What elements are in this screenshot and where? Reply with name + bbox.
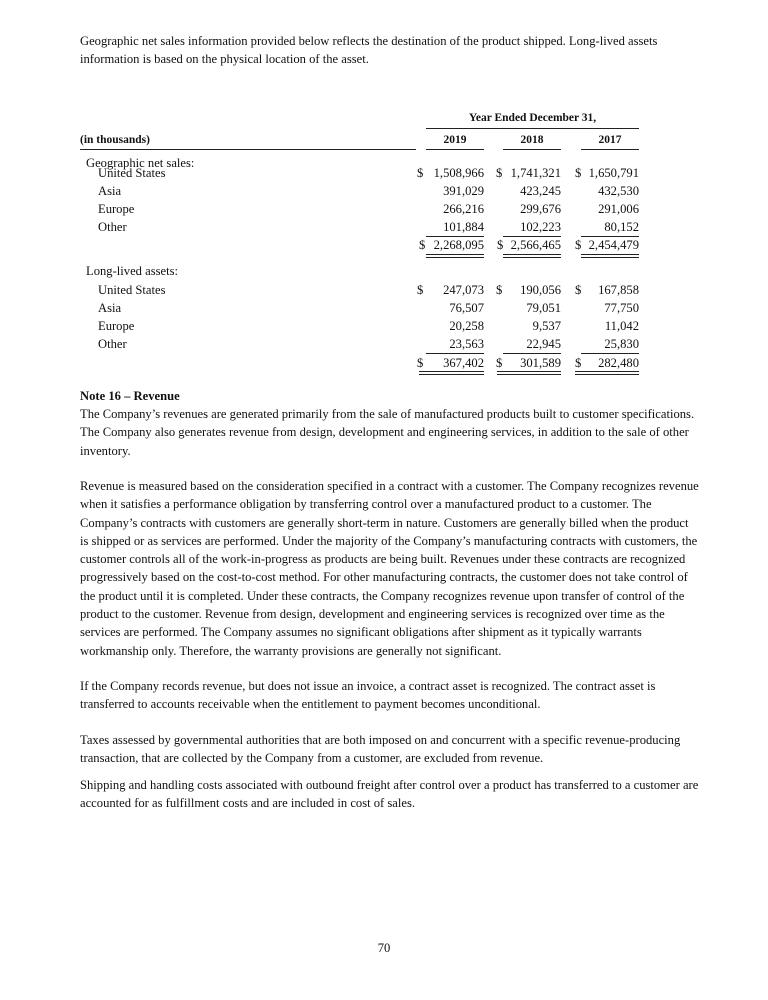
value-2017: 80,152: [604, 220, 639, 234]
value-2017: 432,530: [598, 184, 639, 198]
total-double-rule: [426, 254, 484, 258]
note-paragraph: Shipping and handling costs associated with outbound freight after control over a product has transferred to a customer are accounted for as fulfillment costs and are included in cost of sales.: [80, 778, 699, 811]
value-2018: 102,223: [520, 220, 561, 234]
value-2017: 77,750: [604, 301, 639, 315]
total-double-rule: [503, 254, 561, 258]
row-label: Asia: [98, 184, 122, 198]
value-2019: 101,884: [443, 220, 484, 234]
note-paragraph: The Company’s revenues are generated primarily from the sale of manufactured products built to customer specifications. The Company also generates revenue from design, development and engineering services, in addition to the sale of other inventory.: [80, 407, 695, 458]
total-2017: 2,454,479: [588, 238, 639, 252]
year-rule: [503, 149, 561, 150]
currency-symbol: $: [575, 356, 582, 370]
value-2017: 291,006: [598, 202, 639, 216]
value-2019: 266,216: [443, 202, 484, 216]
year-header-2019: 2019: [443, 134, 467, 146]
table-row: [0, 218, 768, 236]
row-label: United States: [98, 166, 166, 180]
value-2018: 22,945: [526, 337, 561, 351]
section-title-row: [0, 262, 768, 280]
currency-symbol: $: [419, 238, 426, 252]
table-row: [0, 182, 768, 200]
total-2019: 367,402: [443, 356, 484, 370]
period-header: Year Ended December 31,: [468, 112, 597, 124]
value-2019: 391,029: [443, 184, 484, 198]
total-2017: 282,480: [598, 356, 639, 370]
table-row: [0, 317, 768, 335]
currency-symbol: $: [417, 166, 424, 180]
section-title: Long-lived assets:: [86, 264, 178, 278]
row-label: Europe: [98, 202, 135, 216]
value-2018: 79,051: [526, 301, 561, 315]
units-label: (in thousands): [80, 134, 150, 146]
note-paragraph: Revenue is measured based on the consideration specified in a contract with a customer. The Company recognizes revenue when it satisfies a performance obligation by transferring control over a manufactured product to a customer. The Company’s contracts with customers are generally short-term in nature. Customers are generally billed when the product is shipped or as services are performed. Under the majority of the Company’s manufacturing contracts with customers, the customer controls all of the work-in-progress as products are being built. Revenues under these contracts are recognized progressively based on the cost-to-cost method. For other manufacturing contracts, the customer does not take control of the product until it is completed. Under these contracts, the Company recognizes revenue upon transfer of control of the product to the customer. Revenue from design, development and engineering services is recognized over time as the services are performed. The Company assumes no significant obligations after shipment as it typically warrants workmanship only. Therefore, the warranty provisions are generally not significant.: [80, 479, 699, 658]
currency-symbol: $: [575, 283, 582, 297]
table-row: [0, 335, 768, 353]
currency-symbol: $: [575, 166, 582, 180]
row-label: Asia: [98, 301, 122, 315]
value-2019: 76,507: [449, 301, 484, 315]
units-label-rule: [80, 149, 416, 150]
total-2018: 301,589: [520, 356, 561, 370]
value-2017: 1,650,791: [588, 166, 639, 180]
value-2019: 247,073: [443, 283, 484, 297]
total-double-rule: [575, 371, 639, 375]
row-label: United States: [98, 283, 166, 297]
intro-paragraph: Geographic net sales information provided below reflects the destination of the product shipped. Long-lived assets information is based on the physical location of the asset.: [80, 34, 658, 67]
note-heading: Note 16 – Revenue: [80, 389, 180, 403]
table-row: [0, 200, 768, 218]
total-row: [0, 354, 768, 372]
total-double-rule: [581, 254, 639, 258]
currency-symbol: $: [497, 238, 504, 252]
value-2019: 23,563: [449, 337, 484, 351]
table-row: [0, 281, 768, 299]
value-2018: 190,056: [520, 283, 561, 297]
note-paragraph: If the Company records revenue, but does not issue an invoice, a contract asset is recognized. The contract asset is transferred to accounts receivable when the entitlement to payment becomes unconditional.: [80, 679, 656, 712]
value-2017: 11,042: [604, 319, 639, 333]
currency-symbol: $: [496, 356, 503, 370]
row-label: Other: [98, 220, 127, 234]
currency-symbol: $: [496, 166, 503, 180]
row-label: Other: [98, 337, 127, 351]
total-2018: 2,566,465: [510, 238, 561, 252]
total-double-rule: [497, 371, 561, 375]
total-row: [0, 236, 768, 254]
year-rule: [426, 149, 484, 150]
value-2019: 20,258: [449, 319, 484, 333]
currency-symbol: $: [496, 283, 503, 297]
total-2019: 2,268,095: [433, 238, 484, 252]
currency-symbol: $: [575, 238, 582, 252]
value-2017: 167,858: [598, 283, 639, 297]
currency-symbol: $: [417, 356, 424, 370]
note-paragraph: Taxes assessed by governmental authorities that are both imposed on and concurrent with a specific revenue-producing transaction, that are collected by the Company from a customer, are excluded from revenue.: [80, 733, 681, 766]
page-number: 70: [377, 941, 391, 955]
row-label: Europe: [98, 319, 135, 333]
value-2018: 299,676: [520, 202, 561, 216]
year-header-2018: 2018: [520, 134, 544, 146]
value-2018: 423,245: [520, 184, 561, 198]
value-2018: 9,537: [532, 319, 561, 333]
section-title: Geographic net sales:: [86, 156, 195, 170]
value-2017: 25,830: [604, 337, 639, 351]
year-header-2017: 2017: [598, 134, 622, 146]
currency-symbol: $: [417, 283, 424, 297]
year-rule: [581, 149, 639, 150]
table-row: [0, 164, 768, 182]
period-header-rule: [426, 128, 639, 129]
total-double-rule: [419, 371, 484, 375]
table-row: [0, 299, 768, 317]
value-2019: 1,508,966: [433, 166, 484, 180]
value-2018: 1,741,321: [510, 166, 561, 180]
